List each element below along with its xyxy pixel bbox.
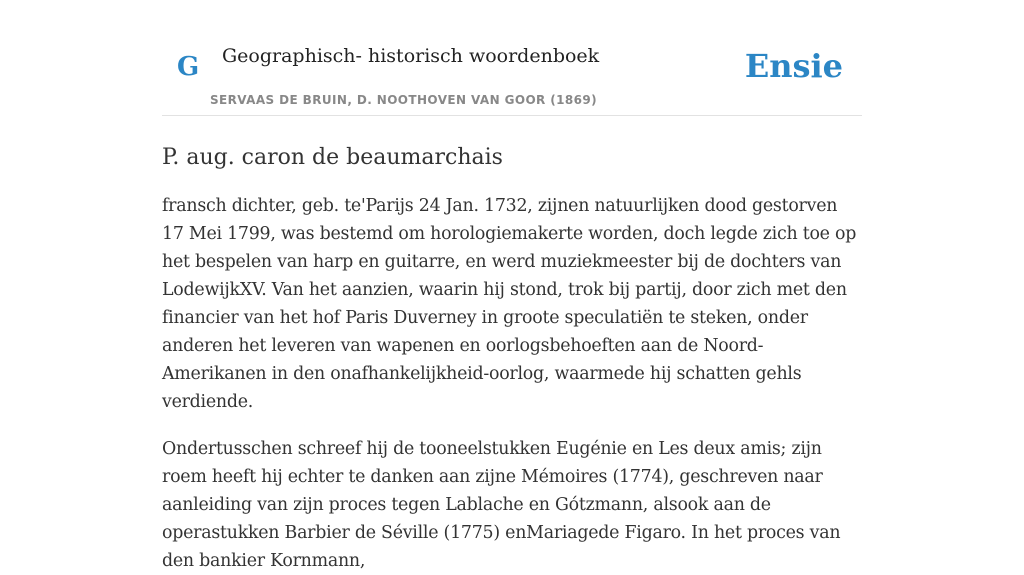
header [162, 0, 862, 116]
page [162, 0, 862, 575]
entry-title: P. aug. caron de beaumarchais [162, 145, 503, 170]
ensie-logo[interactable]: Ensie [744, 47, 843, 85]
index-letter[interactable]: G [177, 52, 200, 82]
entry-paragraph-2: Ondertusschen schreef hij de tooneelstukken Eugénie en Les deux amis; zijn roem heeft hij echter te danken aan zijne Mémoires (1774), geschreven naar aanleiding van zijn proces tegen Lablache en Gótzmann, alsook aan de operastukken Barbier de Séville (1775) enMariagede Figaro. In het proces van den bankier Kornmann, [162, 438, 841, 571]
book-authors: SERVAAS DE BRUIN, D. NOOTHOVEN VAN GOOR (1869) [210, 93, 598, 107]
book-title[interactable]: Geographisch- historisch woordenboek [222, 45, 600, 67]
entry-paragraph-1: fransch dichter, geb. te'Parijs 24 Jan. 1732, zijnen natuurlijken dood gestorven 17 Mei 1799, was bestemd om horologiemakerte worden, doch legde zich toe op het bespelen van harp en guitarre, en werd muziekmeester bij de dochters van LodewijkXV. Van het aanzien, waarin hij stond, trok bij partij, door zich met den financier van het hof Paris Duverney in groote speculatiën te steken, onder anderen het leveren van wapenen en oorlogsbehoeften aan de Noord-Amerikanen in den onafhankelijkheid-oorlog, waarmede hij schatten gehls verdiende. [162, 195, 857, 412]
